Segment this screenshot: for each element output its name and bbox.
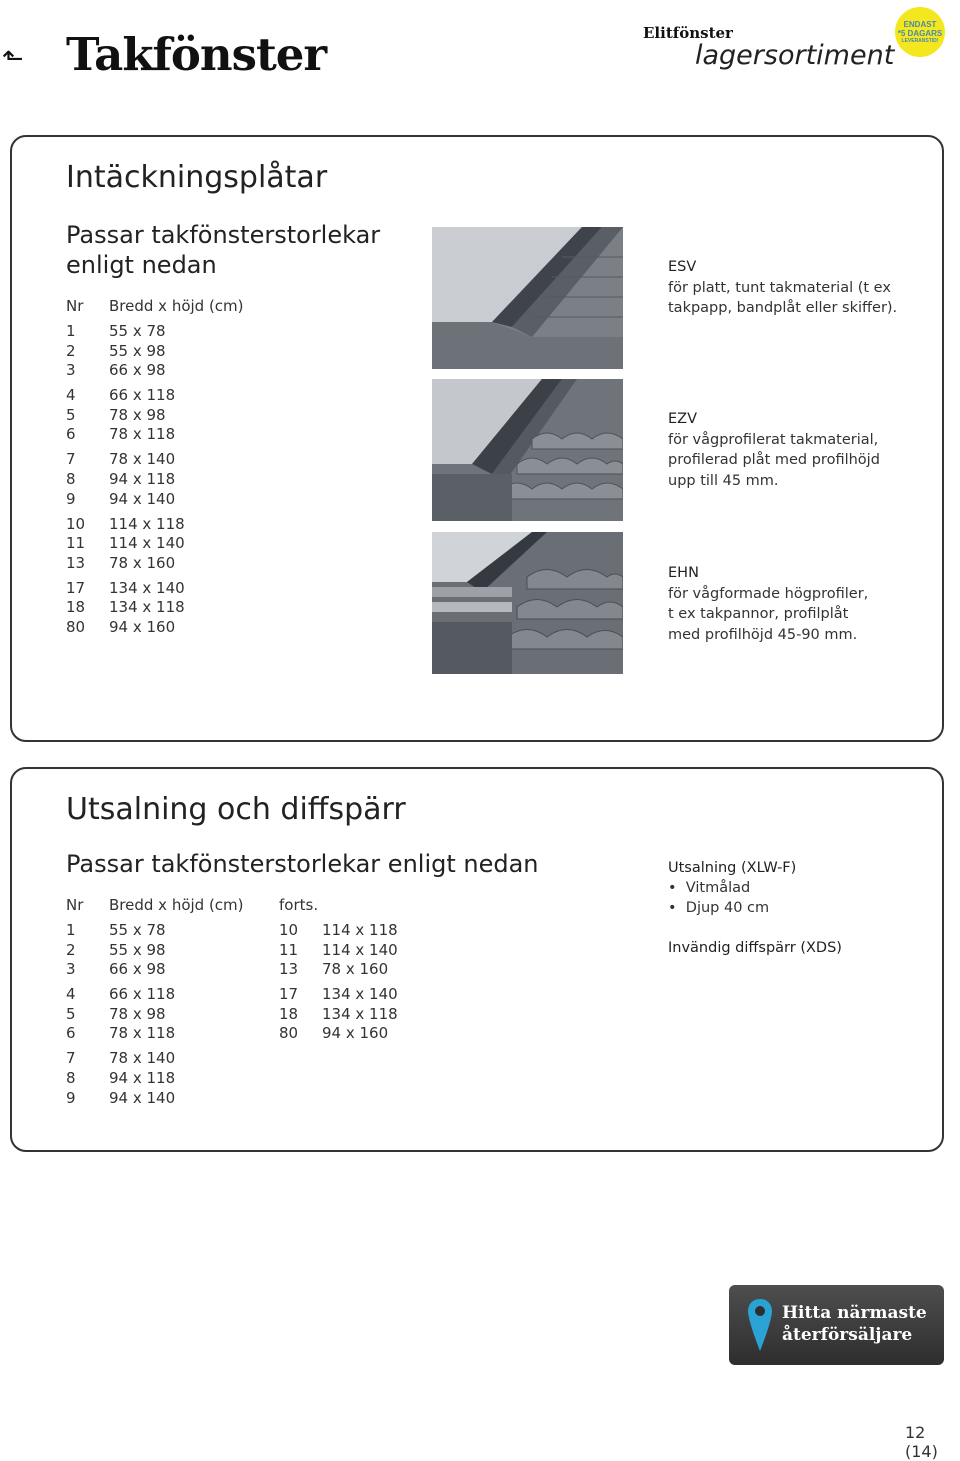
- row-number: 8: [66, 470, 76, 488]
- row-number: 13: [66, 553, 86, 572]
- row-number: 11: [66, 534, 86, 553]
- row-number: 9: [66, 489, 76, 508]
- row-number: 10: [66, 514, 86, 533]
- row-size: 114 x 118: [109, 514, 185, 533]
- row-number: 10: [279, 921, 299, 939]
- product-line: för vågprofilerat takmaterial,: [668, 431, 879, 448]
- row-number: 3: [66, 960, 76, 979]
- row-number: 17: [66, 578, 86, 597]
- row-size: 94 x 160: [322, 1024, 389, 1043]
- row-size: 78 x 98: [109, 405, 166, 424]
- row-size: 78 x 160: [322, 960, 389, 979]
- row-size: 66 x 118: [109, 386, 176, 405]
- row-number: 5: [66, 1004, 76, 1023]
- return-arrow-icon[interactable]: ⬑: [2, 44, 24, 74]
- row-number: 7: [66, 1049, 76, 1068]
- product-code: EZV: [668, 411, 698, 427]
- bullet-icon: •: [668, 880, 686, 896]
- row-size: 114 x 140: [109, 534, 185, 553]
- column-header-size: Bredd x höjd (cm): [109, 896, 244, 914]
- row-size: 55 x 98: [109, 341, 166, 360]
- bullet-icon: •: [668, 900, 686, 916]
- row-size: 134 x 140: [322, 985, 398, 1004]
- row-number: 80: [66, 618, 86, 636]
- row-number: 1: [66, 322, 76, 340]
- product-description-esv: [668, 257, 897, 319]
- product-line: upp till 45 mm.: [668, 472, 779, 489]
- find-retailer-button[interactable]: [729, 1285, 944, 1365]
- row-size: 134 x 118: [109, 598, 185, 617]
- brand-subtitle: lagersortiment: [695, 40, 895, 71]
- product-code: EHN: [668, 565, 699, 581]
- find-retailer-label: Hitta närmaste återförsäljare: [782, 1303, 927, 1345]
- brand-name: Elitfönster: [643, 24, 733, 42]
- bullet-item: • Vitmålad: [668, 880, 751, 896]
- row-size: 78 x 140: [109, 450, 176, 469]
- row-number: 4: [66, 386, 76, 405]
- row-size: 94 x 160: [109, 618, 176, 636]
- product-line: för platt, tunt takmaterial (t ex: [668, 279, 891, 296]
- row-size: 55 x 78: [109, 921, 166, 939]
- bullet-item: • Djup 40 cm: [668, 900, 770, 916]
- row-number: 8: [66, 1069, 76, 1087]
- map-pin-icon: [747, 1297, 773, 1353]
- row-size: 55 x 78: [109, 322, 166, 340]
- row-size: 114 x 140: [322, 940, 398, 959]
- badge-line-3: LEVERANSTID!: [901, 37, 939, 44]
- page-number: 12 (14): [905, 1423, 938, 1461]
- section-subheading-line2: enligt nedan: [66, 251, 217, 279]
- product-line: t ex takpannor, profilplåt: [668, 606, 849, 622]
- row-size: 94 x 118: [109, 470, 176, 488]
- product-line: för vågformade högprofiler,: [668, 585, 869, 602]
- product-description-ezv: [668, 409, 880, 491]
- diffsparr-title: Invändig diffspärr (XDS): [668, 940, 842, 956]
- row-size: 94 x 118: [109, 1069, 176, 1087]
- row-number: 6: [66, 1024, 76, 1043]
- row-number: 6: [66, 425, 76, 444]
- row-number: 2: [66, 940, 76, 959]
- row-size: 55 x 98: [109, 940, 166, 959]
- row-size: 66 x 98: [109, 361, 166, 380]
- row-size: 78 x 98: [109, 1004, 166, 1023]
- row-size: 78 x 118: [109, 425, 176, 444]
- product-line: takpapp, bandplåt eller skiffer).: [668, 300, 898, 316]
- row-size: 66 x 118: [109, 985, 176, 1004]
- row-number: 18: [66, 598, 86, 617]
- section-subheading: Passar takfönsterstorlekar enligt nedan: [66, 850, 539, 878]
- row-size: 78 x 160: [109, 553, 176, 572]
- row-size: 94 x 140: [109, 489, 176, 508]
- section-heading-flashing: Intäckningsplåtar: [66, 160, 328, 195]
- row-size: 134 x 118: [322, 1004, 398, 1023]
- product-line: profilerad plåt med profilhöjd: [668, 452, 880, 468]
- barrier-product-info: [668, 858, 842, 958]
- badge-line-2: *5 DAGARS: [897, 28, 943, 38]
- delivery-badge: [895, 7, 945, 57]
- row-number: 11: [279, 940, 299, 959]
- row-number: 1: [66, 921, 76, 939]
- row-number: 4: [66, 985, 76, 1004]
- column-header-size: Bredd x höjd (cm): [109, 297, 244, 315]
- row-size: 94 x 140: [109, 1088, 176, 1107]
- column-header-continued: forts.: [279, 896, 319, 914]
- row-number: 7: [66, 450, 76, 469]
- product-photo-ehn: [432, 532, 623, 674]
- column-header-nr: Nr: [66, 896, 84, 914]
- row-number: 5: [66, 405, 76, 424]
- row-number: 3: [66, 361, 76, 380]
- page-title: Takfönster: [66, 28, 327, 81]
- row-size: 134 x 140: [109, 578, 185, 597]
- column-header-nr: Nr: [66, 297, 84, 315]
- utsalning-title: Utsalning (XLW-F): [668, 860, 797, 876]
- row-number: 18: [279, 1004, 299, 1023]
- product-description-ehn: [668, 563, 868, 645]
- row-number: 13: [279, 960, 299, 979]
- row-number: 9: [66, 1088, 76, 1107]
- row-size: 66 x 98: [109, 960, 166, 979]
- row-size: 114 x 118: [322, 921, 398, 939]
- row-number: 2: [66, 341, 76, 360]
- row-size: 78 x 118: [109, 1024, 176, 1043]
- section-subheading-line1: Passar takfönsterstorlekar: [66, 221, 381, 249]
- product-code: ESV: [668, 259, 697, 275]
- product-line: med profilhöjd 45-90 mm.: [668, 626, 858, 643]
- row-number: 17: [279, 985, 299, 1004]
- product-photo-ezv: [432, 379, 623, 521]
- product-photo-esv: [432, 227, 623, 369]
- row-number: 80: [279, 1024, 299, 1043]
- badge-line-1: ENDAST: [903, 19, 937, 29]
- section-heading-barrier: Utsalning och diffspärr: [66, 792, 406, 827]
- row-size: 78 x 140: [109, 1049, 176, 1068]
